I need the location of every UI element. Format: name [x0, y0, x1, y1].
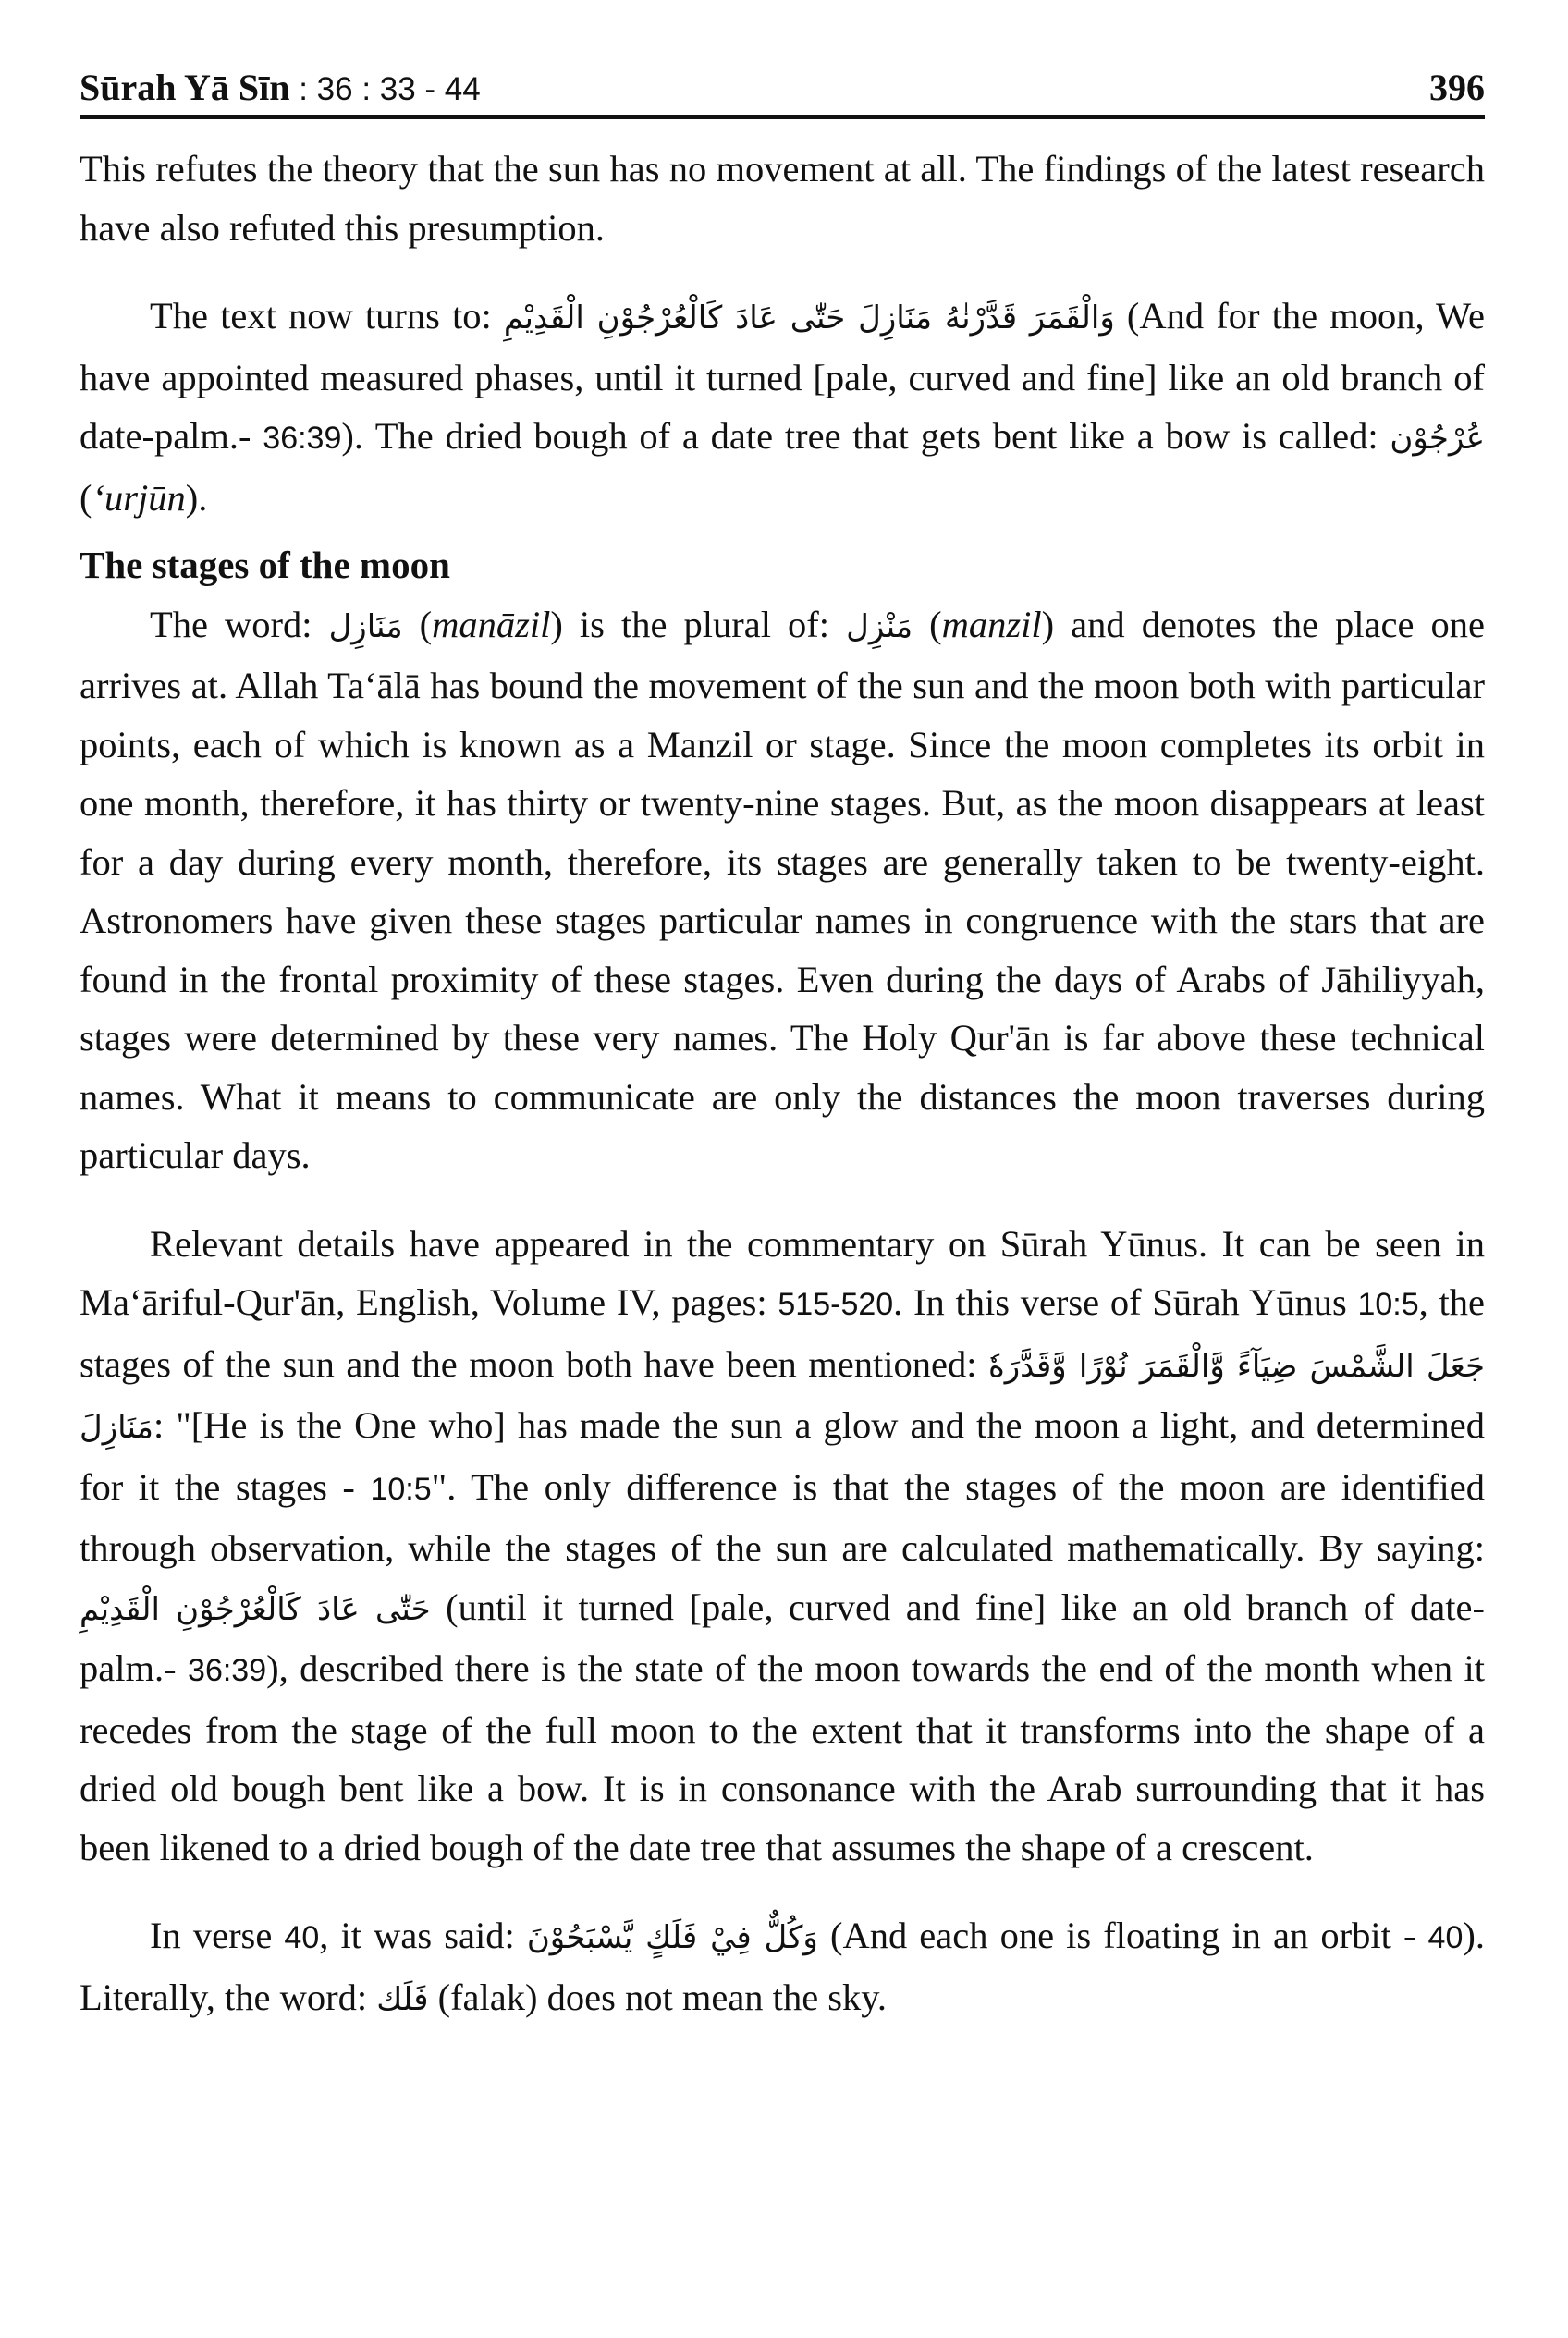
p4-text-d: : "[He is the One who] has made the sun a glow and the moon a light, and determined for it the stages - [80, 1404, 1485, 1508]
section-heading: The stages of the moon [80, 544, 450, 586]
arabic-verse-36-39: وَالْقَمَرَ قَدَّرْنٰهُ مَنَازِلَ حَتّٰى عَادَ كَالْعُرْجُوْنِ الْقَدِيْمِ [503, 300, 1115, 337]
p3-text-a: The word: [150, 603, 329, 645]
page-range: 515-520 [778, 1287, 894, 1322]
verse-number: 40 [284, 1920, 320, 1955]
p4-text-g: ), described there is the state of the moon towards the end of the month when it recedes from the stage of the full moon to the extent that it transforms into the shape of a dried old bough bent like a bow. It is in consonance with the Arab surrounding that it has been likened to a dried bough of the date tree that assumes the shape of a crescent. [80, 1647, 1486, 1868]
p2-text-d: ( [80, 476, 92, 519]
arabic-verse-40: وَكُلٌّ فِيْ فَلَكٍ يَّسْبَحُوْنَ [526, 1919, 818, 1956]
paragraph-3 [80, 595, 1485, 1185]
p2-text-c: ). The dried bough of a date tree that gets bent like a bow is called: [341, 415, 1390, 457]
verse-ref: 10:5 [1357, 1287, 1419, 1322]
verse-ref: 10:5 [370, 1471, 432, 1507]
running-header [80, 52, 1485, 109]
p4-text-a: Relevant details have appeared in the commentary on Sūrah Yūnus. It can be seen in Maʻāriful-Qur'ān, English, Volume IV, pages: [80, 1222, 1485, 1323]
p5-text-d: ). Literally, the word: [80, 1915, 1485, 2018]
paragraph-1: This refutes the theory that the sun has no movement at all. The findings of the latest research have also refuted this presumption. [80, 148, 1485, 249]
p3-text-c: ) is the plural of: [550, 603, 847, 645]
p5-text-c: (And each one is floating in an orbit - [817, 1915, 1428, 1956]
arabic-word-manzil: مَنْزِل [846, 607, 913, 645]
transliteration: ʻurjūn [92, 476, 186, 519]
p4-text-c: , the stages of the sun and the moon both have been mentioned: [80, 1281, 1485, 1385]
page-number: 396 [1429, 67, 1485, 108]
p2-text-e: ). [185, 476, 208, 519]
surah-title: Sūrah Yā Sīn [80, 67, 290, 108]
p3-text-d: ( [913, 603, 942, 645]
verse-ref: 36:39 [188, 1653, 267, 1688]
p5-text-b: , it was said: [319, 1915, 527, 1956]
p5-text-a: In verse [150, 1915, 285, 1956]
page [80, 52, 1485, 2029]
arabic-verse-10-5: جَعَلَ الشَّمْسَ ضِيَآءً وَّالْقَمَرَ نُوْرًا وَّقَدَّرَهٗ مَنَازِلَ [80, 1347, 1485, 1446]
transliteration: manāzil [432, 603, 551, 645]
arabic-word-manazil: مَنَازِل [328, 607, 403, 645]
p4-text-e: ". The only difference is that the stages of the moon are identified through observation, while the stages of the sun are calculated mathematically. By saying: [80, 1465, 1485, 1569]
arabic-word-urjun: عُرْجُوْن [1390, 420, 1485, 457]
arabic-word-falak: فَلَك [376, 1980, 429, 2018]
paragraph-2 [80, 287, 1485, 527]
p2-text-a: The text now turns to: [150, 295, 504, 337]
p5-text-e: (falak) does not mean the sky. [428, 1976, 888, 2018]
p4-text-f: (until it turned [pale, curved and fine] like an old branch of date-palm.- [80, 1585, 1485, 1689]
paragraph-5 [80, 1906, 1485, 2029]
verse-number: 40 [1427, 1920, 1464, 1955]
p2-text-b: (And for the moon, We have appointed measured phases, until it turned [pale, curved and fine] like an old branch of date-palm.- [80, 295, 1486, 457]
header-title-block [80, 66, 481, 109]
paragraph-4 [80, 1215, 1485, 1878]
arabic-verse-36-39-part: حَتّٰى عَادَ كَالْعُرْجُوْنِ الْقَدِيْمِ [80, 1590, 431, 1628]
p3-text-e: ) and denotes the place one arrives at. Allah Taʻālā has bound the movement of the sun and the moon both with particular points, each of which is known as a Manzil or stage. Since the moon completes its orbit in one month, therefore, it has thirty or twenty-nine stages. But, as the moon disappears at least for a day during every month, therefore, its stages are generally taken to be twenty-eight. Astronomers have given these stages particular names in congruence with the stars that are found in the frontal proximity of these stages. Even during the days of Arabs of Jāhiliyyah, stages were determined by these very names. The Holy Qur'ān is far above these technical names. What it means to communicate are only the distances the moon traverses during particular days. [80, 603, 1485, 1176]
verse-range: : 36 : 33 - 44 [289, 71, 481, 107]
transliteration: manzil [941, 603, 1042, 645]
verse-ref: 36:39 [263, 421, 342, 456]
p3-text-b: ( [402, 603, 433, 645]
p4-text-b: . In this verse of Sūrah Yūnus [893, 1281, 1358, 1323]
